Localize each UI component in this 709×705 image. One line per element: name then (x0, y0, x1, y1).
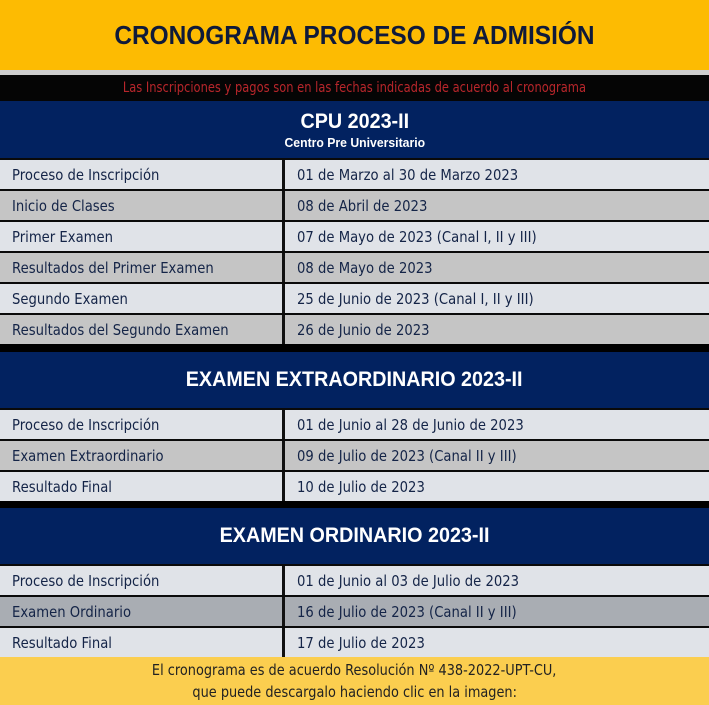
row-date: 25 de Junio de 2023 (Canal I, II y III) (297, 289, 534, 308)
row-label: Examen Ordinario (12, 602, 132, 621)
page-title: CRONOGRAMA PROCESO DE ADMISIÓN (114, 19, 595, 50)
table-row (0, 313, 709, 344)
table-row (0, 470, 709, 501)
notice-bar (0, 75, 709, 101)
row-date: 01 de Marzo al 30 de Marzo 2023 (297, 165, 519, 184)
row-label: Proceso de Inscripción (12, 571, 160, 590)
row-date: 08 de Abril de 2023 (297, 196, 428, 215)
row-date: 10 de Julio de 2023 (297, 477, 425, 496)
row-date: 17 de Julio de 2023 (297, 633, 425, 652)
row-label: Examen Extraordinario (12, 446, 164, 465)
footer-line-2: que puede descargalo haciendo clic en la imagen: (192, 683, 517, 701)
table-row (0, 626, 709, 657)
table-row (0, 251, 709, 282)
table-row (0, 408, 709, 439)
footer-line-1: El cronograma es de acuerdo Resolución Nº 438-2022-UPT-CU, (152, 661, 557, 679)
row-label: Resultado Final (12, 633, 112, 652)
table-row (0, 564, 709, 595)
row-label: Inicio de Clases (12, 196, 115, 215)
row-label: Segundo Examen (12, 289, 128, 308)
page-title-banner (0, 0, 709, 70)
section-subtitle: Centro Pre Universitario (284, 134, 425, 150)
schedule-table-extraordinario (0, 408, 709, 501)
section-title: EXAMEN EXTRAORDINARIO 2023-II (186, 368, 523, 391)
row-label: Resultado Final (12, 477, 112, 496)
row-label: Proceso de Inscripción (12, 415, 160, 434)
row-label: Resultados del Segundo Examen (12, 320, 229, 339)
row-date: 09 de Julio de 2023 (Canal II y III) (297, 446, 517, 465)
table-row (0, 158, 709, 189)
footer-note[interactable] (0, 657, 709, 705)
row-date: 26 de Junio de 2023 (297, 320, 430, 339)
schedule-table-ordinario (0, 564, 709, 657)
section-header-cpu (0, 101, 709, 158)
row-date: 01 de Junio al 03 de Julio de 2023 (297, 571, 520, 590)
schedule-table-cpu (0, 158, 709, 344)
row-date: 08 de Mayo de 2023 (297, 258, 433, 277)
section-header-extraordinario (0, 352, 709, 408)
section-title: CPU 2023-II (300, 109, 409, 133)
row-date: 01 de Junio al 28 de Junio de 2023 (297, 415, 524, 434)
table-row (0, 439, 709, 470)
table-row (0, 595, 709, 626)
section-header-ordinario (0, 508, 709, 564)
table-row (0, 189, 709, 220)
row-label: Resultados del Primer Examen (12, 258, 214, 277)
row-date: 16 de Julio de 2023 (Canal II y III) (297, 602, 517, 621)
table-row (0, 220, 709, 251)
section-title: EXAMEN ORDINARIO 2023-II (219, 524, 490, 547)
notice-text: Las Inscripciones y pagos son en las fechas indicadas de acuerdo al cronograma (122, 80, 587, 96)
row-label: Proceso de Inscripción (12, 165, 160, 184)
row-label: Primer Examen (12, 227, 114, 246)
row-date: 07 de Mayo de 2023 (Canal I, II y III) (297, 227, 537, 246)
table-row (0, 282, 709, 313)
